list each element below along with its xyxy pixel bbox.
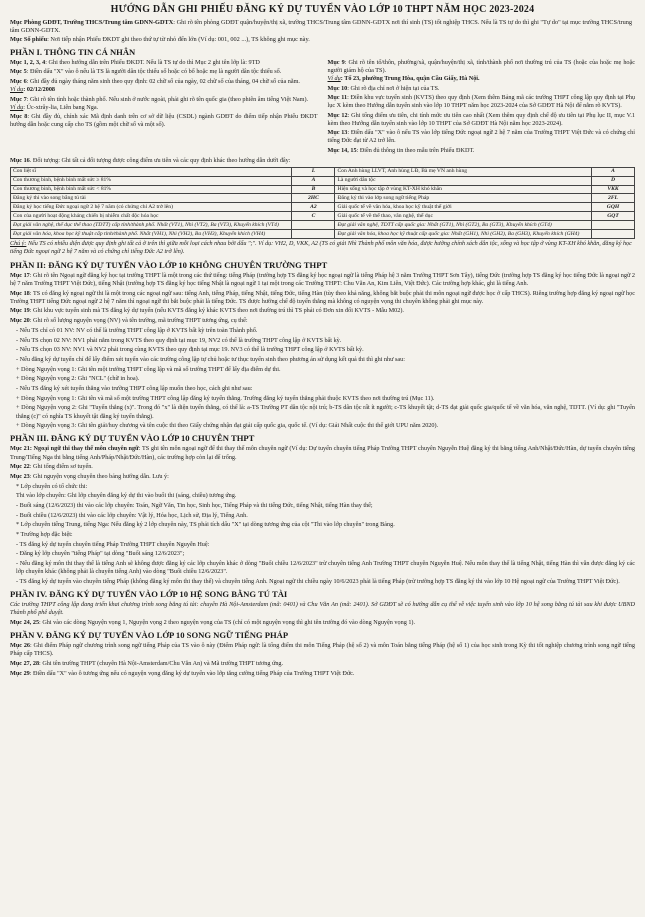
code-cell: 2HC [292, 194, 335, 203]
section-2-heading: PHẦN II: ĐĂNG KÝ DỰ TUYỂN VÀO LỚP 10 KHÔNG CHUYÊN TRƯỜNG THPT [10, 259, 328, 270]
list-item: - Nếu đăng ký dự tuyển chỉ để lấy điểm xét tuyển vào các trường công lập tự chủ hoặc tư thục tuyển sinh theo phương án sử dụng kết quả thi thì ghi như sau: [16, 355, 405, 363]
intro-text-2: : Nơi tiếp nhận Phiếu ĐKDT ghi theo thứ tự từ nhỏ đến lớn (Ví dụ: 001, 002 ...), TS không ghi mục này. [47, 35, 310, 43]
code-cell: A2 [292, 203, 335, 212]
description-cell: Đạt giải văn nghệ, thể dục thể thao (TDTT) cấp tỉnh/thành phố. Nhất (VT1), Nhì (VT2), Ba (VT3), Khuyến khích (VT4) [11, 221, 292, 230]
item-17 [10, 272, 635, 288]
item-label: Mục 9 [327, 58, 345, 66]
item-label: Mục 14, 15 [327, 147, 357, 155]
list-item: Thi vào lớp chuyên: Ghi lớp chuyên đăng ký dự thi vào buổi thi (sáng, chiều) tương ứng. [16, 492, 237, 500]
item-label: Mục 29 [10, 669, 30, 677]
item-27-28 [10, 660, 635, 668]
code-cell: A [292, 176, 335, 185]
item-text: : Ghi rõ số lượng nguyện vọng (NV) và tên trường, mã trường THPT tương ứng, cụ thể: [29, 317, 248, 325]
table-row [11, 176, 635, 185]
list-item: + Dòng Nguyện vọng 2: Ghi "Tuyển thẳng (x)". Trong đó "x" là diện tuyển thẳng, có thể là: a-TS Trường PT dân tộc nội trú; b-TS dân tộc rất ít người; c-TS khuyết tật; d-TS đạt giải quốc gia/quốc tế về văn hóa, văn nghệ, TDTT. (Ví dụ: ghi "Tuyển thẳng (c)" có nghĩa TS khuyết tật đăng ký tuyển thẳng). [16, 404, 635, 420]
item-26 [10, 642, 635, 658]
section-1-left [10, 59, 318, 157]
section-1-right [328, 59, 636, 157]
item-text: . Đối tượng: Ghi tất cả đối tượng được công điểm ưu tiên và các quy định khác theo hướng dẫn dưới đây: [29, 156, 291, 164]
item-20-lines [10, 327, 635, 431]
description-cell: Con liệt sĩ [11, 167, 292, 176]
description-cell: Đăng ký thi vào song bằng tú tài [11, 194, 292, 203]
intro-line-1 [10, 19, 635, 36]
list-item: - Nếu TS chọn 02 NV: NV1 phải nằm trong KVTS theo quy định tại mục 19, NV2 có thể là trường THPT công lập ở KVTS bất kỳ. [16, 336, 342, 344]
item-text: : Ghi đầy đủ ngày tháng năm sinh theo quy định: 02 chữ số của ngày, 02 chữ số của tháng, 04 chữ số của năm. [26, 78, 300, 86]
item-1-4 [10, 59, 318, 67]
list-item: + Dòng Nguyện vọng 3: Ghi tên giải/huy chương và tên cuộc thi theo Giấy chứng nhận đạt giải cấp quốc gia, quốc tế. (Ví dụ: Giải Nhất cuộc thi thế giới UPU năm 2020). [16, 422, 439, 430]
note [10, 241, 635, 257]
item-24-25 [10, 619, 635, 627]
item-label: Mục 17 [10, 271, 30, 279]
item-9 [328, 59, 636, 83]
item-text: : Ghi tên trường THPT (chuyên Hà Nội-Amsterdam/Chu Văn An) và Mã trường THPT tương ứng. [39, 660, 284, 668]
description-cell: Con thương binh, bệnh binh mất sức < 81% [11, 185, 292, 194]
list-item: - TS đăng ký dự tuyển chuyên tiếng Pháp Trường THPT chuyên Nguyễn Huệ: [16, 540, 210, 548]
item-text: : Điền dấu "X" vào ô tương ứng nếu có nguyện vọng đăng ký dự tuyển vào lớp tăng cường tiếng Pháp của Trường THPT Việt Đức. [29, 669, 355, 677]
item-20 [10, 317, 635, 325]
code-cell: A [592, 167, 635, 176]
list-item: * Lớp chuyên có tổ chức thi: [16, 482, 88, 490]
list-item: + Dòng Nguyện vọng 1: Ghi tên và mã số một trường THPT công lập đăng ký tuyển thẳng. Trường đăng ký tuyển thẳng phải thuộc KVTS theo nơi thường trú (Mục 11). [16, 394, 435, 402]
item-18 [10, 290, 635, 306]
table-row [11, 230, 635, 239]
priority-code-table [10, 167, 635, 239]
code-cell [592, 221, 635, 230]
list-item: + Dòng Nguyện vọng 2: Ghi "NCL" (chữ in hoa). [16, 375, 140, 383]
item-label: Mục 12 [327, 111, 348, 119]
item-label: Mục 19 [10, 307, 30, 315]
list-item: * Trường hợp đặc biệt: [16, 531, 73, 539]
list-item: + Dòng Nguyện vọng 1: Ghi tên một trường THPT công lập và mã số trường THPT để lấy địa điểm dự thi. [16, 365, 281, 373]
list-item: - Nếu TS chọn 03 NV: NV1 và NV2 phải trong cùng KVTS theo quy định tại mục 19. NV3 có thể là trường THPT công lập ở KVTS bất kỳ. [16, 346, 364, 354]
item-text: : Ghi tổng điểm ưu tiên, chi tính mức ưu tiên cao nhất (Xem thêm quy định chế độ ưu tiên tại Phụ lục II, mục V.1 kèm theo Hướng dẫn tuyển sinh vào lớp 10 THPT của Sở GDĐT Hà Nội năm học 2023-2024). [327, 111, 635, 127]
table-row [11, 203, 635, 212]
section-4-heading: PHẦN IV. ĐĂNG KÝ DỰ TUYỂN VÀO LỚP 10 HỆ SONG BẰNG TÚ TÀI [10, 589, 288, 600]
code-cell: GQH [592, 203, 635, 212]
item-label: Mục 21 [10, 445, 30, 453]
item-label: Mục 23 [10, 472, 30, 480]
example-text: : Úc-xtrây-lia, Liên bang Nga. [23, 103, 99, 111]
item-19 [10, 307, 635, 315]
description-cell: Đạt giải văn nghệ, TDTT cấp quốc gia: Nhất (GT1), Nhì (GT2), Ba (GT3), Khuyến khích (GT4) [335, 221, 592, 230]
item-12 [328, 112, 636, 128]
section-1-heading: PHẦN I. THÔNG TIN CÁ NHÂN [10, 46, 136, 57]
list-item: - Buổi sáng (12/6/2023) thi vào các lớp chuyên: Toán, Ngữ Văn, Tin học, Sinh học, Tiếng Pháp và thi tiếng Đức, tiếng Nhật, tiếng Hàn thay thế; [16, 502, 373, 510]
item-text: : Điền dấu "X" vào ô nếu TS vào lớp tiếng Đức ngoại ngữ 2 hệ 7 năm của Trường THPT Việt Đức và có chứng chỉ tiếng Đức đạt từ A2 trở lên. [327, 129, 635, 145]
table-row [11, 185, 635, 194]
item-13 [328, 129, 636, 145]
item-text: : Điền đủ thông tin theo mẫu trên Phiếu ĐKDT. [356, 147, 475, 155]
description-cell: Đăng ký học tiếng Đức ngoại ngữ 2 hệ 7 năm (có chứng chỉ A2 trở lên) [11, 203, 292, 212]
description-cell: Đăng ký thi vào lớp song ngữ tiếng Pháp [335, 194, 592, 203]
code-cell: GQT [592, 212, 635, 221]
list-item: - Đăng ký lớp chuyên "tiếng Pháp" tại dòng "Buổi sáng 12/6/2023"; [16, 550, 185, 558]
example-text: : 02/12/2008 [23, 86, 56, 94]
description-cell: Giải quốc tế về văn hóa, khoa học kỹ thuật thể giới [335, 203, 592, 212]
item-text: : Điền khu vực tuyển sinh (KVTS) theo quy định (Xem thêm Bảng mã các trường THPT công lập quy định tại Phụ lục X kèm theo Hướng dẫn tuyển sinh vào lớp 10 THPT năm học 2023-2024 của Sở GDĐT Hà Nội để nắm rõ KVTS). [327, 94, 636, 110]
item-label: Mục 16 [10, 156, 30, 164]
list-item: - Nếu TS đăng ký xét tuyển thẳng vào trường THPT công lập muốn theo học, cách ghi như sau: [16, 384, 253, 392]
item-21 [10, 445, 635, 461]
list-item: - Nếu TS chỉ có 01 NV: NV có thể là trường THPT công lập ở KVTS bất kỳ trên toàn Thành phố. [16, 326, 258, 334]
intro-line-2 [10, 36, 635, 44]
description-cell: Con thương binh, bệnh binh mất sức ≥ 81% [11, 176, 292, 185]
table-row [11, 212, 635, 221]
item-label: Mục 18 [10, 289, 30, 297]
table-row [11, 167, 635, 176]
description-cell: Hiện sống và học tập ở vùng KT-XH khó khăn [335, 185, 592, 194]
item-11 [328, 94, 636, 110]
item-text: : Ghi điểm Pháp ngữ chương trình song ngữ tiếng Pháp của TS vào ô này (Điểm Pháp ngữ: là tổng điểm thi môn Tiếng Pháp (hệ số 2) và môn Toán bằng tiếng Pháp (hệ số 1) của học sinh trong Kỳ thi tốt nghiệp chương trình song ngữ tiếng Pháp cấp THCS). [10, 642, 635, 658]
item-text: : Ghi rõ tên tỉnh hoặc thành phố. Nếu sinh ở nước ngoài, phải ghi rõ tên quốc gia (theo phiên âm tiếng Việt Nam). [26, 95, 309, 103]
item-29 [10, 670, 635, 678]
code-cell: L [292, 167, 335, 176]
item-text: : TS có đăng ký ngoại ngữ thi là một trong các ngoại ngữ sau: tiếng Anh, tiếng Pháp, tiếng Nhật, tiếng Đức, tiếng Hàn (tùy theo khả năng, không bắt buộc phải thi môn ngoại ngữ được học ở cấp THCS). Riêng trường hợp đăng ký ngoại ngữ học Trường THPT tiếng Đức ngoại ngữ 2 hệ 7 năm thì ngoại ngữ thi bắt buộc phải là tiếng Đức. TS được hưởng chế độ tuyển thẳng mà không có nguyện vọng thi chuyên không phải ghi mục này. [10, 289, 635, 305]
list-item: * Lớp chuyên tiếng Trung, tiếng Nga: Nếu đăng ký 2 lớp chuyên này, TS phải tích dấu "X" tại dòng tương ứng của cột "Thi vào lớp chuyên" trong Bảng. [16, 521, 395, 529]
section-1-columns [10, 59, 635, 157]
table-row [11, 194, 635, 203]
item-text: : Ghi vào các dòng Nguyện vọng 1, Nguyện vọng 2 theo nguyện vọng của TS (chỉ có một nguyện vọng thì ghi tên trường đó vào dòng Nguyện vọng 1). [39, 619, 416, 627]
item-text: : Ghi nguyện vọng chuyên theo bảng hướng dẫn. Lưu ý: [29, 472, 169, 480]
description-cell: Giải quốc tế về thể thao, văn nghệ, thể dục [335, 212, 592, 221]
code-cell: VKK [592, 185, 635, 194]
example-label: Ví dụ [10, 86, 24, 94]
note-text: Nếu TS có nhiều diện được quy định ghi tất cả ở trên thì giữa mỗi loại cách nhau bởi dấu ";". Ví dụ: VH2, D, VKK, A2 (TS có giải Nhì Thành phố môn văn hóa, được hưởng chính sách dân tộc, sống và học tập ở vùng KT-XH khó khăn, đăng ký học tiếng Đức ngoại ngữ 2 hệ 7 năm và có chứng chỉ tiếng Đức A2 trở lên). [10, 240, 632, 255]
code-cell: C [292, 212, 335, 221]
item-label: Mục 6 [10, 78, 27, 86]
item-7 [10, 96, 318, 112]
item-8 [10, 113, 318, 129]
list-item: - TS đăng ký dự tuyển vào chuyên tiếng Pháp (không đăng ký môn thi thay thế) và chuyên tiếng Anh. Ngoại ngữ thi chiều ngày 10/6/2023 phải là tiếng Pháp (trừ trường hợp TS đăng ký thi vào lớp 10 Hệ ngoại ngữ của Trường THPT Việt Đức). [16, 578, 620, 586]
item-label: Mục 22 [10, 463, 30, 471]
item-text: : Ghi tổng điểm sơ tuyển. [29, 463, 93, 471]
item-label: Mục 20 [10, 317, 30, 325]
description-cell: Là người dân tộc [335, 176, 592, 185]
description-cell: Con Anh hùng LLVT, Anh hùng LĐ, Bà mẹ VN anh hùng [335, 167, 592, 176]
item-text: : Ghi theo hướng dẫn trên Phiếu ĐKDT. Nếu là TS tự do thì Mục 2 ghi tên lớp là: 9TD [45, 58, 260, 66]
intro-label-2: Mục Số phiếu [10, 35, 48, 43]
list-item: - Nếu đăng ký môn thi thay thế là tiếng Anh sẽ không được đăng ký các lớp chuyên khác ở dòng "Buổi chiều 12/6/2023" trừ chuyên tiếng Anh Trường THPT chuyên Nguyễn Huệ. Nếu môn thay thế là tiếng Nhật, tiếng Hàn thì vẫn được đăng ký các lớp chuyên khác (không phải là chuyên tiếng Anh) vào dòng "Buổi chiều 12/6/2023". [16, 560, 635, 576]
item-14-15 [328, 147, 636, 155]
item-label: Mục 27, 28 [10, 660, 40, 668]
intro-text-1: : Ghi rõ tên phòng GDĐT quận/huyện/thị xã, trường THCS/Trung tâm GDNN-GDTX nơi thí sinh (TS) tốt nghiệp THCS. Nếu là TS tự do thì ghi "Tự do" tại mục trường THCS/trung tâm GDNN-GDTX. [10, 19, 633, 35]
intro [10, 19, 635, 44]
item-text: : Ghi rõ địa chỉ nơi ở hiện tại của TS. [347, 84, 440, 92]
item-22 [10, 463, 635, 471]
document-title: HƯỚNG DẪN GHI PHIẾU ĐĂNG KÝ DỰ TUYỂN VÀO LỚP 10 THPT NĂM HỌC 2023-2024 [110, 4, 535, 15]
item-label: Mục 26 [10, 642, 31, 650]
section-4-paragraph: Các trường THPT công lập đang triển khai chương trình song bằng tú tài: chuyên Hà Nội-Amsterdam (mã: 0401) và Chu Văn An (mã: 2401). Sở GDĐT sẽ có hướng dẫn cụ thể về việc tuyển sinh vào lớp 10 hệ song bằng tú tài sau khi được UBND Thành phố phê duyệt. [10, 601, 635, 617]
section-3-heading: PHẦN III. ĐĂNG KÝ DỰ TUYỂN VÀO LỚP 10 CHUYÊN THPT [10, 433, 255, 444]
table-row [11, 221, 635, 230]
list-item: - Buổi chiều (12/6/2023) thi vào các lớp chuyên: Vật lý, Hóa học, Lịch sử, Địa lý, Tiếng Anh. [16, 511, 248, 519]
item-23 [10, 473, 635, 481]
item-16 [10, 157, 635, 165]
description-cell: Đạt giải văn hóa, khoa học kỹ thuật cấp tỉnh/thành phố. Nhất (VH1), Nhì (VH2), Ba (VH3), Khuyến khích (VH4) [11, 230, 292, 239]
item-text: : Ghi rõ tên tổ/thôn, phường/xã, quận/huyện/thị xã, tỉnh/thành phố nơi thường trú của TS (hoặc của hoặc mẹ hoặc người giám hộ của TS). [327, 58, 636, 74]
item-10 [328, 85, 636, 93]
code-cell [292, 230, 335, 239]
item-text: : Điền dấu "X" vào ô nếu là TS là người dân tộc thiểu số hoặc có bố hoặc mẹ là người dân tộc thiểu số. [26, 68, 282, 76]
item-label: Mục 5 [10, 68, 27, 76]
item-label: Mục 13 [327, 129, 348, 137]
note-prefix: Chú ý: [10, 240, 27, 247]
item-text: : Ghi khu vực tuyển sinh mà TS đăng ký dự tuyển (nếu KVTS đăng ký khác KVTS theo nơi thường trú thì TS phải có Đơn xin đổi KVTS - Mẫu M02). [29, 307, 404, 315]
item-23-lines [10, 483, 635, 587]
document-page [10, 4, 635, 909]
code-cell [592, 230, 635, 239]
section-5-heading: PHẦN V. ĐĂNG KÝ DỰ TUYỂN VÀO LỚP 10 SONG NGỮ TIẾNG PHÁP [10, 630, 289, 641]
code-cell: D [592, 176, 635, 185]
priority-code-table-body [11, 167, 635, 238]
item-label: Mục 7 [10, 95, 27, 103]
code-cell: 2FL [592, 194, 635, 203]
item-text: : Ghi đầy đủ, chính xác Mã định danh trên cơ sở dữ liệu (CSDL) ngành GDĐT do điểm tiếp nhận Phiếu ĐKDT hướng dẫn hoặc cung cấp cho TS (gồm một chữ số và một số). [10, 113, 318, 129]
item-6 [10, 78, 318, 94]
example-label: Ví dụ [10, 103, 24, 111]
code-cell: B [292, 185, 335, 194]
item-label: Mục 8 [10, 113, 28, 121]
item-5 [10, 68, 318, 76]
item-label: Mục 1, 2, 3, 4 [10, 58, 46, 66]
item-label: Mục 10 [327, 84, 348, 92]
intro-label-1: Mục Phòng GDĐT, Trường THCS/Trung tâm GDNN-GDTX [10, 19, 174, 26]
item-text: : TS ghi tên môn ngoại ngữ để thi thay thế môn chuyên ngữ (Ví dụ: Dự tuyển chuyên tiếng Pháp Trường THPT chuyên Nguyễn Huệ đăng ký thi bằng tiếng Anh/Nhật/Đức/Hàn, dự tuyển chuyên tiếng Trung/Tiếng Nga thi bằng tiếng Anh/Pháp/Nhật/Đức/Hàn), các trường hợp còn lại để trống. [10, 445, 635, 461]
item-bold: : Ngoại ngữ thi thay thế môn chuyên ngữ [29, 445, 139, 453]
code-cell [292, 221, 335, 230]
example-text: : Tổ 23, phường Trung Hòa, quận Cầu Giấy, Hà Nội. [340, 75, 480, 83]
item-label: Mục 24, 25 [10, 619, 40, 627]
example-label: Ví dụ [327, 75, 341, 83]
item-label: Mục 11 [327, 94, 348, 102]
description-cell: Đạt giải văn hóa, khoa học kỹ thuật cấp quốc gia: Nhất (GH1), Nhì (GH2), Ba (GH3), Khuyến khích (GH4) [335, 230, 592, 239]
item-text: : Ghi rõ tên Ngoại ngữ đăng ký học tại trường THPT là một trong các thứ tiếng: tiếng Pháp (trường hợp TS đăng ký học ngoại ngữ là tiếng Pháp hệ 3 năm Trường THPT Sơn Tây), tiếng Đức (trường hợp TS đăng ký học tiếng Đức là ngoại ngữ 2 hệ 7 năm Trường THPT Việt Đức), tiếng Nhật (trường hợp TS đăng ký học tiếng Nhật là ngoại ngữ 1 tại một trong các Trường THPT: Chu Văn An, Kim Liên, Việt Đức). Các trường hợp khác, ghi là tiếng Anh. [10, 271, 635, 287]
description-cell: Con của người hoạt động kháng chiến bị nhiễm chất độc hóa học [11, 212, 292, 221]
